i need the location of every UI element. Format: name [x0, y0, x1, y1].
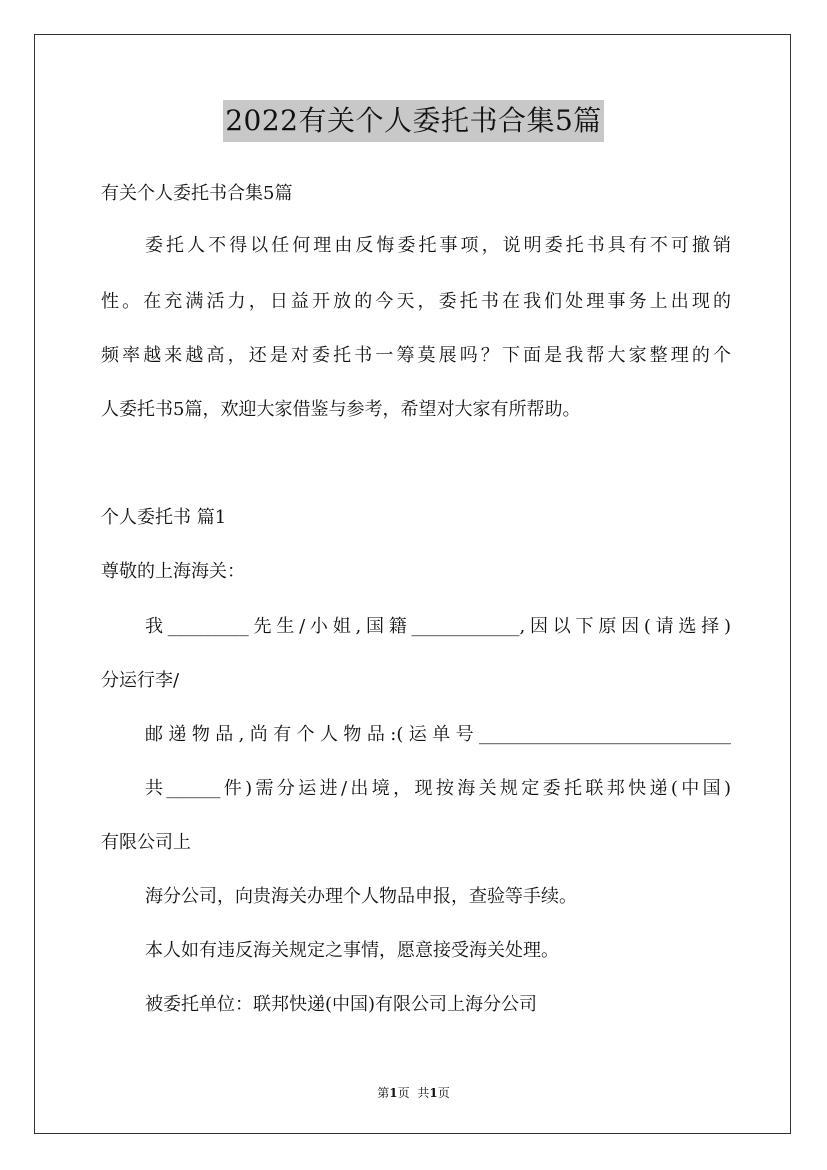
page-footer [0, 1084, 827, 1102]
footer-total-prefix: 共 [417, 1086, 430, 1100]
body-line-8: 被委托单位：联邦快递(中国)有限公司上海分公司 [145, 994, 538, 1015]
footer-page-suffix: 页 [397, 1086, 410, 1100]
body-line-4: 共______件)需分运进/出境，现按海关规定委托联邦快递(中国) [145, 778, 731, 799]
intro-line-2: 性。在充满活力，日益开放的今天，委托书在我们处理事务上出现的 [101, 291, 731, 312]
body-line-3: 邮递物品,尚有个人物品:(运单号____________________________ [145, 724, 731, 745]
title-container [0, 100, 827, 142]
footer-prefix: 第 [377, 1086, 390, 1100]
body-line-6: 海分公司，向贵海关办理个人物品申报，查验等手续。 [145, 886, 577, 907]
salutation: 尊敬的上海海关： [101, 561, 245, 582]
body-line-2: 分运行李/ [101, 670, 180, 691]
footer-total-pages: 1 [429, 1086, 438, 1100]
intro-line-1: 委托人不得以任何理由反悔委托事项，说明委托书具有不可撤销 [145, 235, 731, 256]
intro-line-4: 人委托书5篇，欢迎大家借鉴与参考，希望对大家有所帮助。 [101, 399, 581, 420]
document-title: 2022有关个人委托书合集5篇 [223, 100, 604, 142]
footer-total-suffix: 页 [437, 1086, 450, 1100]
document-subtitle: 有关个人委托书合集5篇 [101, 183, 293, 204]
body-line-7: 本人如有违反海关规定之事情，愿意接受海关处理。 [145, 940, 559, 961]
body-line-5: 有限公司上 [101, 832, 191, 853]
footer-page-number: 1 [389, 1086, 398, 1100]
body-line-1: 我_________先生/小姐,国籍____________,因以下原因(请选择) [145, 616, 731, 637]
section-heading: 个人委托书 篇1 [101, 507, 227, 528]
intro-line-3: 频率越来越高，还是对委托书一筹莫展吗？下面是我帮大家整理的个 [101, 345, 731, 366]
